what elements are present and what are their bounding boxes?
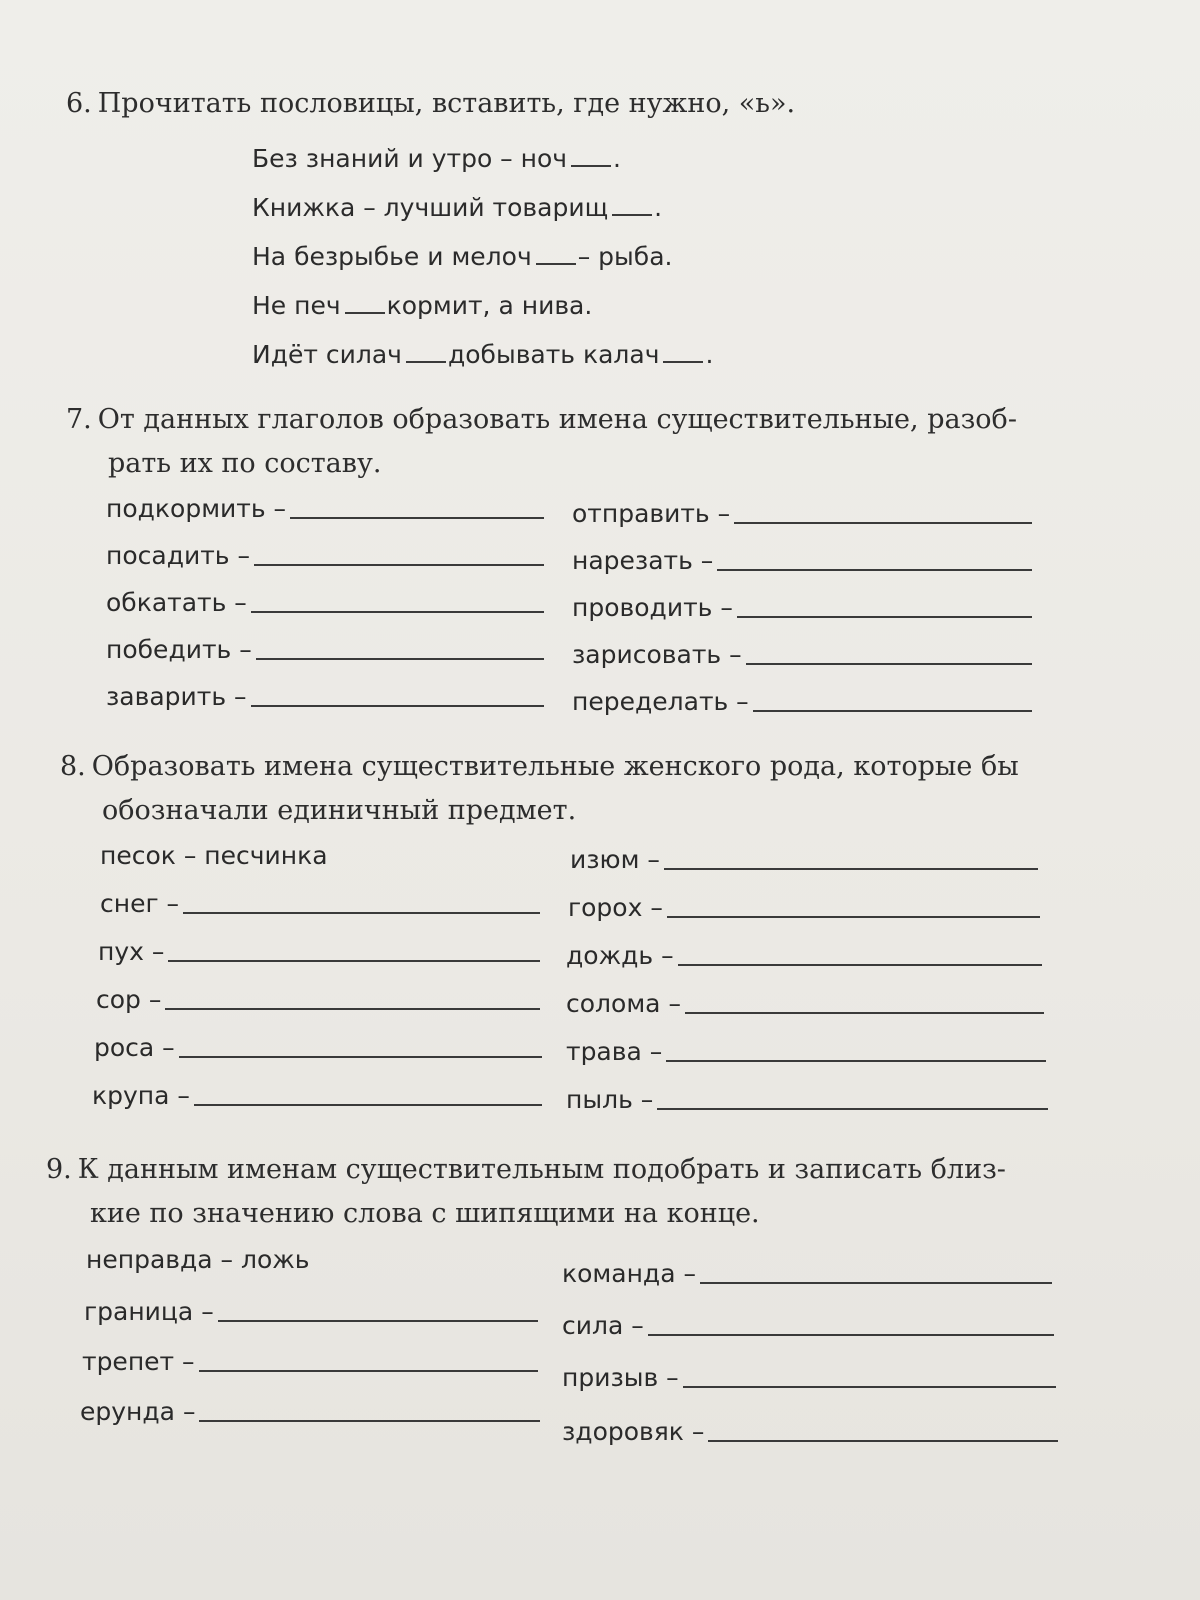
task-9-right-word-2: сила – (562, 1311, 644, 1340)
task-7-right-word-5: переделать – (572, 687, 749, 716)
proverb-5-middle: добывать калач (447, 340, 660, 369)
task-9-left-row-3 (80, 1388, 542, 1432)
task-7-right-blank-5[interactable] (753, 680, 1032, 712)
task-8-right-blank-3[interactable] (678, 934, 1042, 966)
task-7-left-word-3: обкатать – (106, 588, 247, 617)
task-6-title: Прочитать пословицы, вставить, где нужно, «ь». (97, 88, 796, 119)
task-9-right-word-1: команда – (562, 1259, 696, 1288)
task-9-right-blank-3[interactable] (683, 1356, 1056, 1388)
task-7-left-word-1: подкормить – (106, 494, 287, 523)
task-7-right-blank-1[interactable] (734, 492, 1032, 524)
task-7-left-row-4 (106, 626, 546, 670)
task-7-right-word-2: нарезать – (572, 546, 714, 575)
task-9-left-blank-3[interactable] (199, 1390, 540, 1422)
task-8-right-word-6: пыль – (566, 1085, 654, 1114)
proverb-3-text: На безрыбье и мелоч (252, 242, 532, 271)
task-8-left-word-2: пух – (98, 937, 165, 966)
task-7-right-row-5 (572, 678, 1034, 722)
task-8-left-row-2 (98, 928, 542, 972)
task-8-right-word-2: горох – (568, 893, 663, 922)
task-8-right-row-2 (568, 884, 1042, 928)
proverb-3-end: – рыба. (577, 242, 673, 271)
task-8-right-word-5: трава – (566, 1037, 663, 1066)
task-7-left-blank-4[interactable] (256, 628, 544, 660)
task-7-left-word-5: заварить – (106, 682, 247, 711)
task-9-left-word-1: граница – (84, 1297, 214, 1326)
task-8-right-blank-5[interactable] (666, 1030, 1046, 1062)
proverb-4-blank[interactable] (345, 276, 385, 314)
task-8-right-row-3 (566, 932, 1044, 976)
task-9-left-word-3: ерунда – (80, 1397, 196, 1426)
task-6-heading (66, 82, 1146, 126)
task-7-left-blank-5[interactable] (251, 675, 544, 707)
task-8-right-row-5 (566, 1028, 1048, 1072)
task-9-title-line-1: К данным именам существительным подобрать и записать близ- (77, 1154, 1006, 1185)
task-7-left-word-2: посадить – (106, 541, 250, 570)
task-9-left-word-2: трепет – (82, 1347, 195, 1376)
task-9-example (86, 1236, 536, 1280)
task-7-left-row-2 (106, 532, 546, 576)
proverb-1-blank[interactable] (571, 129, 611, 167)
proverb-1-end: . (613, 144, 621, 173)
proverb-2-blank[interactable] (612, 178, 652, 216)
task-8-left-row-1 (100, 880, 542, 924)
proverb-2 (252, 184, 662, 228)
task-8-left-blank-1[interactable] (183, 882, 540, 914)
task-8-example-text: песок – песчинка (100, 841, 328, 870)
task-9-right-word-3: призыв – (562, 1363, 679, 1392)
proverb-3 (252, 233, 672, 277)
proverb-2-text: Книжка – лучший товарищ (252, 193, 609, 222)
task-8-left-row-5 (92, 1072, 544, 1116)
task-8-right-word-1: изюм – (570, 845, 660, 874)
task-7-left-row-5 (106, 673, 546, 717)
task-8-right-blank-2[interactable] (667, 886, 1040, 918)
task-8-left-blank-3[interactable] (165, 978, 540, 1010)
task-9-left-row-2 (82, 1338, 540, 1382)
proverb-1 (252, 135, 621, 179)
task-8-right-row-6 (566, 1076, 1050, 1120)
task-8-right-blank-6[interactable] (657, 1078, 1048, 1110)
task-8-right-word-4: солома – (566, 989, 681, 1018)
proverb-5-text: Идёт силач (252, 340, 402, 369)
proverb-5-blank-1[interactable] (406, 325, 446, 363)
task-8-right-row-1 (570, 836, 1040, 880)
task-8-example (100, 832, 540, 876)
task-7-right-blank-2[interactable] (717, 539, 1032, 571)
task-8-left-blank-2[interactable] (168, 930, 540, 962)
task-8-title-line-1: Образовать имена существительные женского рода, которые бы (91, 751, 1019, 782)
proverb-5-blank-2[interactable] (663, 325, 703, 363)
task-9-left-blank-2[interactable] (199, 1340, 538, 1372)
task-6-number: 6. (66, 88, 92, 119)
task-8-left-word-4: роса – (94, 1033, 175, 1062)
task-7-left-blank-2[interactable] (254, 534, 544, 566)
proverb-4-text: Не печ (252, 291, 341, 320)
task-8-right-word-3: дождь – (566, 941, 674, 970)
proverb-4 (252, 282, 592, 326)
task-7-number: 7. (66, 404, 92, 435)
task-7-right-row-2 (572, 537, 1034, 581)
task-7-right-row-1 (572, 490, 1034, 534)
task-7-title-line-1: От данных глаголов образовать имена существительные, разоб- (97, 404, 1017, 435)
proverb-1-text: Без знаний и утро – ноч (252, 144, 568, 173)
task-7-right-row-3 (572, 584, 1034, 628)
task-7-title-line-2: рать их по составу. (108, 448, 382, 479)
task-9-right-row-4 (562, 1408, 1060, 1452)
task-7-left-blank-3[interactable] (251, 581, 544, 613)
proverb-2-end: . (654, 193, 663, 222)
task-8-left-blank-5[interactable] (194, 1074, 542, 1106)
task-9-right-blank-1[interactable] (700, 1252, 1052, 1284)
task-8-left-word-1: снег – (100, 889, 180, 918)
task-7-right-blank-3[interactable] (737, 586, 1032, 618)
task-8-left-row-4 (94, 1024, 544, 1068)
task-8-left-word-3: сор – (96, 985, 162, 1014)
task-7-heading (66, 398, 1146, 486)
task-8-number: 8. (60, 751, 86, 782)
task-7-right-row-4 (572, 631, 1034, 675)
task-8-heading (60, 745, 1140, 833)
task-9-right-row-1 (562, 1250, 1054, 1294)
task-9-right-word-4: здоровяк – (562, 1417, 705, 1446)
task-7-right-blank-4[interactable] (746, 633, 1032, 665)
task-8-left-word-5: крупа – (92, 1081, 190, 1110)
task-7-right-word-3: проводить – (572, 593, 733, 622)
task-9-title-line-2: кие по значению слова с шипящими на конце. (90, 1198, 760, 1229)
proverb-4-end: кормит, а нива. (386, 291, 593, 320)
proverb-3-blank[interactable] (536, 227, 576, 265)
task-8-left-blank-4[interactable] (179, 1026, 542, 1058)
task-9-number: 9. (46, 1154, 72, 1185)
task-7-left-row-1 (106, 485, 546, 529)
task-7-right-word-4: зарисовать – (572, 640, 742, 669)
task-8-left-row-3 (96, 976, 542, 1020)
task-7-right-word-1: отправить – (572, 499, 731, 528)
task-7-left-blank-1[interactable] (290, 487, 544, 519)
task-8-right-row-4 (566, 980, 1046, 1024)
task-7-left-word-4: победить – (106, 635, 252, 664)
task-8-right-blank-1[interactable] (664, 838, 1038, 870)
task-9-heading (46, 1148, 1126, 1236)
task-8-title-line-2: обозначали единичный предмет. (102, 795, 577, 826)
proverb-5-end: . (705, 340, 714, 369)
task-9-right-row-3 (562, 1354, 1058, 1398)
task-9-example-text: неправда – ложь (86, 1245, 310, 1274)
task-7-left-row-3 (106, 579, 546, 623)
task-9-right-blank-4[interactable] (708, 1410, 1058, 1442)
task-9-left-blank-1[interactable] (218, 1290, 538, 1322)
task-9-left-row-1 (84, 1288, 540, 1332)
task-9-right-row-2 (562, 1302, 1056, 1346)
proverb-5 (252, 331, 713, 375)
task-9-right-blank-2[interactable] (648, 1304, 1054, 1336)
task-8-right-blank-4[interactable] (685, 982, 1044, 1014)
